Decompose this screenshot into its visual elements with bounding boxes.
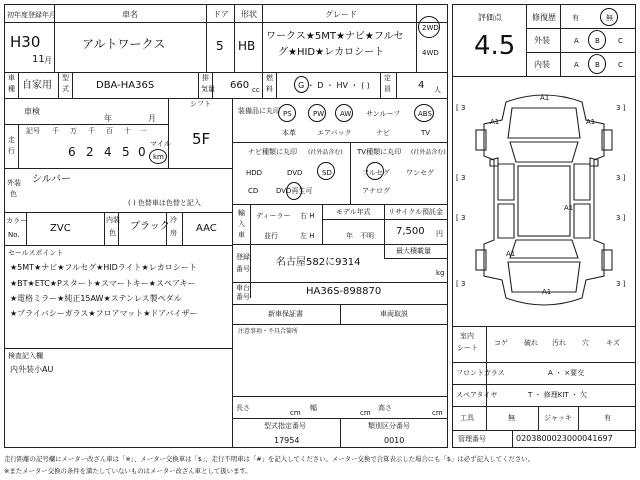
ext-color-value: シルバー bbox=[32, 174, 72, 185]
new-car-warranty-label: 新車保証書 bbox=[268, 310, 303, 318]
owner-manual-label: 車両取説 bbox=[380, 310, 408, 318]
digit-label-5: 一 bbox=[140, 127, 147, 135]
max-load-unit: kg bbox=[436, 269, 445, 277]
interior-color-value: ブラック bbox=[130, 221, 170, 232]
model-year-value: 年 不明 bbox=[346, 232, 374, 240]
width-unit: cm bbox=[360, 409, 371, 417]
model-year-label: モデル年式 bbox=[336, 208, 371, 216]
interior-color-label-1: 内装 bbox=[106, 216, 120, 224]
reg-number-label-1: 登録 bbox=[236, 253, 250, 261]
digit-label-2: 千 bbox=[88, 127, 95, 135]
ac-value: AAC bbox=[196, 223, 217, 234]
management-number-value: 0203800023000041697 bbox=[516, 434, 613, 443]
exterior-grade-c: C bbox=[618, 37, 623, 45]
interior-grade-a: A bbox=[574, 61, 579, 69]
model-type-value: DBA-HA36S bbox=[96, 80, 155, 91]
category-number-value: 0010 bbox=[384, 436, 405, 445]
nav-sd: SD bbox=[322, 169, 332, 177]
height-label: 高さ bbox=[378, 404, 392, 412]
mileage-label-2: 行 bbox=[8, 147, 15, 155]
vehicle-use-value: 自家用 bbox=[22, 80, 52, 91]
equip-ps-circle bbox=[278, 104, 296, 122]
first-reg-label: 初年度登録年月 bbox=[7, 11, 56, 19]
color-change-note: ( ) 色替車は色替と記入 bbox=[128, 199, 201, 207]
mileage-digit-3: 4 bbox=[104, 145, 112, 159]
interior-grade-b: B bbox=[595, 61, 600, 69]
grade-label: グレード bbox=[325, 10, 357, 19]
displacement-label-1: 排 bbox=[202, 74, 209, 82]
km-circle bbox=[149, 149, 167, 164]
sales-points-label: セールスポイント bbox=[8, 249, 64, 257]
type-number-value: 17954 bbox=[274, 436, 300, 445]
notes-label: 注意事項・不具合箇所 bbox=[238, 328, 299, 335]
exterior-grade-circle bbox=[588, 30, 606, 50]
nav-type-note: (社外品含む) bbox=[308, 149, 343, 156]
tv-type-note: (社外品含む) bbox=[411, 149, 446, 156]
equip-airbag: エアバック bbox=[317, 129, 352, 137]
ac-label-2: 房 bbox=[170, 229, 177, 237]
equip-abs-circle bbox=[414, 104, 434, 122]
repair-history-label: 修復歴 bbox=[532, 13, 556, 22]
drive-4wd: 4WD bbox=[422, 49, 439, 57]
mile-label: マイル bbox=[150, 140, 171, 148]
score-label: 評価点 bbox=[478, 13, 502, 22]
chassis-label-2: 番号 bbox=[236, 293, 250, 301]
import-parallel: 並行 bbox=[264, 232, 278, 240]
height-unit: cm bbox=[432, 409, 443, 417]
tv-fullseg: フルセグ bbox=[362, 169, 390, 177]
digit-label-3: 百 bbox=[106, 127, 113, 135]
windshield-value: A ・ ×要交 bbox=[548, 369, 585, 377]
equip-nav: ナビ bbox=[376, 129, 390, 137]
bracket-right-1: 3 ] bbox=[616, 104, 626, 112]
digit-label-0: 千 bbox=[52, 127, 59, 135]
bracket-left-3: [ 3 bbox=[456, 214, 466, 222]
seat-item-scratch: キズ bbox=[606, 339, 620, 347]
jack-value: 有 bbox=[604, 414, 611, 422]
reg-number-label-2: 番号 bbox=[236, 265, 250, 273]
sales-point-line-1: ★5MT★ナビ★フルセグ★HIDライト★レカロシート bbox=[10, 263, 197, 272]
car-name: アルトワークス bbox=[82, 37, 166, 51]
interior-grade-circle bbox=[588, 54, 606, 74]
category-number-label: 類別区分番号 bbox=[368, 422, 410, 430]
equip-pw-circle bbox=[308, 104, 326, 122]
shape-label: 形状 bbox=[241, 10, 257, 19]
mileage-digit-first-label: 記号 bbox=[26, 127, 40, 135]
grade-line-1: ワークス★5MT★ナビ★フルセ bbox=[266, 31, 404, 42]
body-shape: HB bbox=[238, 39, 256, 53]
equipment-title: 装備品に丸印 bbox=[238, 107, 280, 115]
length-label: 長さ bbox=[236, 404, 250, 412]
nav-dvd: DVD bbox=[287, 169, 303, 177]
seat-item-hole: 穴 bbox=[582, 339, 589, 347]
tool-label: 工具 bbox=[460, 414, 474, 422]
repair-yes: 有 bbox=[572, 14, 579, 22]
chassis-number-value: HA36S-898870 bbox=[306, 286, 382, 297]
equip-aw: AW bbox=[340, 110, 352, 118]
inspection-month-label: 月 bbox=[148, 114, 156, 123]
diagram-mark-3: A1 bbox=[586, 118, 596, 126]
inspection-year-label: 年 bbox=[104, 114, 112, 123]
type-label-1: 型 bbox=[62, 74, 69, 82]
shift-value: 5F bbox=[192, 130, 211, 148]
nav-cd: CD bbox=[248, 187, 259, 195]
diagram-mark-4: A1 bbox=[564, 204, 574, 212]
seat-label-1: 室内 bbox=[460, 332, 474, 340]
capacity-unit: 人 bbox=[434, 86, 441, 94]
management-number-label: 管理番号 bbox=[458, 435, 486, 443]
diagram-mark-2: A1 bbox=[490, 118, 500, 126]
vehicle-use-label-1: 車 bbox=[8, 74, 15, 82]
spare-tire-label: スペアタイヤ bbox=[456, 391, 498, 399]
fuel-label-1: 燃 bbox=[266, 74, 273, 82]
length-unit: cm bbox=[290, 409, 301, 417]
footer-note-1: 走行距離の記号欄にメーター改ざん車は「※」、メーター交換車は「$」、走行不明車は「#」を記入してください。メーター交換で合算表示した場合にも「$」は必ず記入してください。 bbox=[4, 455, 535, 463]
repair-no-circle bbox=[600, 8, 618, 26]
grade-line-2: グ★HID★レカロシート bbox=[278, 47, 385, 58]
capacity-label-2: 員 bbox=[384, 85, 391, 93]
fuel-label-2: 料 bbox=[266, 85, 273, 93]
capacity-label-1: 定 bbox=[384, 74, 391, 82]
import-label-2: 入 bbox=[238, 220, 245, 228]
ext-color-label-1: 外装 bbox=[7, 179, 21, 187]
bracket-right-2: 3 ] bbox=[616, 174, 626, 182]
tv-oneseg: ワンセグ bbox=[406, 169, 434, 177]
bracket-left-2: [ 3 bbox=[456, 174, 466, 182]
jack-label: ジャッキ bbox=[544, 414, 572, 422]
tv-fullseg-circle bbox=[366, 162, 384, 180]
bracket-right-3: 3 ] bbox=[616, 214, 626, 222]
door-label: ドア bbox=[213, 10, 229, 19]
bracket-left-4: [ 3 bbox=[456, 280, 466, 288]
seat-label-2: シート bbox=[457, 344, 478, 352]
interior-grade-label: 内装 bbox=[534, 60, 550, 69]
equip-tv: TV bbox=[421, 129, 431, 137]
windshield-label: フロントガラス bbox=[456, 369, 505, 377]
name-label: 車名 bbox=[122, 10, 138, 19]
inspector-label: 検査記入欄 bbox=[8, 352, 43, 360]
exterior-grade-a: A bbox=[574, 37, 579, 45]
digit-label-1: 万 bbox=[70, 127, 77, 135]
ext-color-label-2: 色 bbox=[10, 190, 17, 198]
vehicle-use-label-2: 種 bbox=[8, 85, 15, 93]
spare-tire-value: T ・ 修理KIT ・ 欠 bbox=[528, 391, 588, 399]
seat-item-stain: 汚れ bbox=[552, 339, 566, 347]
shift-label: シフト bbox=[190, 100, 211, 108]
exterior-grade-label: 外装 bbox=[534, 36, 550, 45]
mileage-label-1: 走 bbox=[8, 136, 15, 144]
import-label-3: 車 bbox=[238, 231, 245, 239]
type-label-2: 式 bbox=[62, 85, 69, 93]
inspection-label: 車検 bbox=[24, 107, 40, 116]
inspector-value: 内外装小AU bbox=[10, 365, 54, 374]
import-label-1: 輸 bbox=[238, 209, 245, 217]
repair-no: 無 bbox=[606, 14, 613, 22]
km-label: km bbox=[153, 153, 164, 161]
recycle-label: リサイクル預託金 bbox=[388, 208, 444, 216]
drive-2wd-circle bbox=[418, 16, 440, 38]
displacement-value: 660 bbox=[230, 80, 250, 91]
sales-point-line-3: ★電格ミラー★純正15AW★ステンレス製ペダル bbox=[10, 294, 182, 303]
seat-item-burn: コゲ bbox=[494, 339, 508, 347]
left-hand-drive: 左 H bbox=[300, 232, 315, 240]
score-value: 4.5 bbox=[474, 31, 516, 61]
displacement-label-2: 気量 bbox=[201, 85, 215, 93]
tv-type-title: TV種類に丸印 bbox=[357, 148, 402, 156]
tv-analog: アナログ bbox=[362, 187, 390, 195]
equip-abs: ABS bbox=[418, 110, 432, 118]
color-code-label-b: No. bbox=[8, 231, 20, 239]
first-reg-year: H30 bbox=[10, 33, 41, 51]
equip-sunroof: サンルーフ bbox=[366, 110, 401, 118]
drive-2wd: 2WD bbox=[422, 24, 439, 32]
mileage-digit-5: 0 bbox=[138, 145, 146, 159]
width-label: 幅 bbox=[310, 404, 317, 412]
reg-number-value: 名古屋582に9314 bbox=[276, 257, 361, 268]
color-code-value: ZVC bbox=[50, 223, 71, 234]
equip-ps: PS bbox=[283, 110, 292, 118]
tool-value: 無 bbox=[508, 414, 515, 422]
max-load-label: 最大積載量 bbox=[396, 247, 431, 255]
diagram-mark-6: A1 bbox=[542, 288, 552, 296]
equip-pw: PW bbox=[313, 110, 325, 118]
bracket-left-1: [ 3 bbox=[456, 104, 466, 112]
bracket-right-4: 3 ] bbox=[616, 280, 626, 288]
type-number-label: 型式指定番号 bbox=[264, 422, 306, 430]
equip-leather: 本革 bbox=[282, 129, 296, 137]
fuel-gasoline-circle bbox=[294, 76, 309, 93]
footer-note-2: ※またメーター交換の条件を満たしていないものはメーター改ざん車として扱います。 bbox=[4, 467, 252, 475]
diagram-mark-5: A1 bbox=[506, 250, 516, 258]
exterior-grade-b: B bbox=[595, 37, 600, 45]
car-damage-diagram bbox=[454, 80, 634, 320]
ac-label-1: 冷 bbox=[170, 216, 177, 224]
nav-type-title: ナビ種類に丸印 bbox=[248, 148, 297, 156]
displacement-unit: cc bbox=[252, 86, 260, 94]
chassis-label-1: 車台 bbox=[236, 284, 250, 292]
color-code-label-a: カラー bbox=[6, 217, 27, 225]
digit-label-4: 十 bbox=[124, 127, 131, 135]
seat-item-tear: 破れ bbox=[524, 339, 538, 347]
capacity-value: 4 bbox=[418, 80, 425, 91]
interior-grade-c: C bbox=[618, 61, 623, 69]
recycle-value: 7,500 bbox=[396, 226, 425, 237]
nav-sd-circle bbox=[317, 162, 335, 180]
door-count: 5 bbox=[216, 39, 224, 53]
sales-point-line-2: ★BT★ETC★Pスタート★スマートキー★スペアキー bbox=[10, 279, 196, 288]
right-hand-drive: 右 H bbox=[300, 212, 315, 220]
mileage-digit-4: 5 bbox=[122, 145, 130, 159]
equip-aw-circle bbox=[335, 104, 353, 122]
sales-point-line-4: ★プライバシーガラス★フロアマット★ドアバイザー bbox=[10, 309, 198, 318]
nav-dvd-playback: DVD再生可 bbox=[276, 187, 313, 195]
recycle-unit: 円 bbox=[436, 230, 443, 238]
diagram-mark-1: A1 bbox=[540, 94, 550, 102]
nav-dvd-playback-circle bbox=[286, 182, 302, 200]
mileage-digit-1: 6 bbox=[68, 145, 76, 159]
import-dealer: ディーラー bbox=[256, 212, 291, 220]
first-reg-month-suffix: 月 bbox=[44, 56, 52, 65]
nav-hdd: HDD bbox=[246, 169, 263, 177]
first-reg-month: 11 bbox=[32, 54, 45, 65]
fuel-options: G ・ D ・ HV ・ ( ) bbox=[298, 81, 370, 90]
interior-color-label-2: 色 bbox=[109, 229, 116, 237]
mileage-digit-2: 2 bbox=[86, 145, 94, 159]
